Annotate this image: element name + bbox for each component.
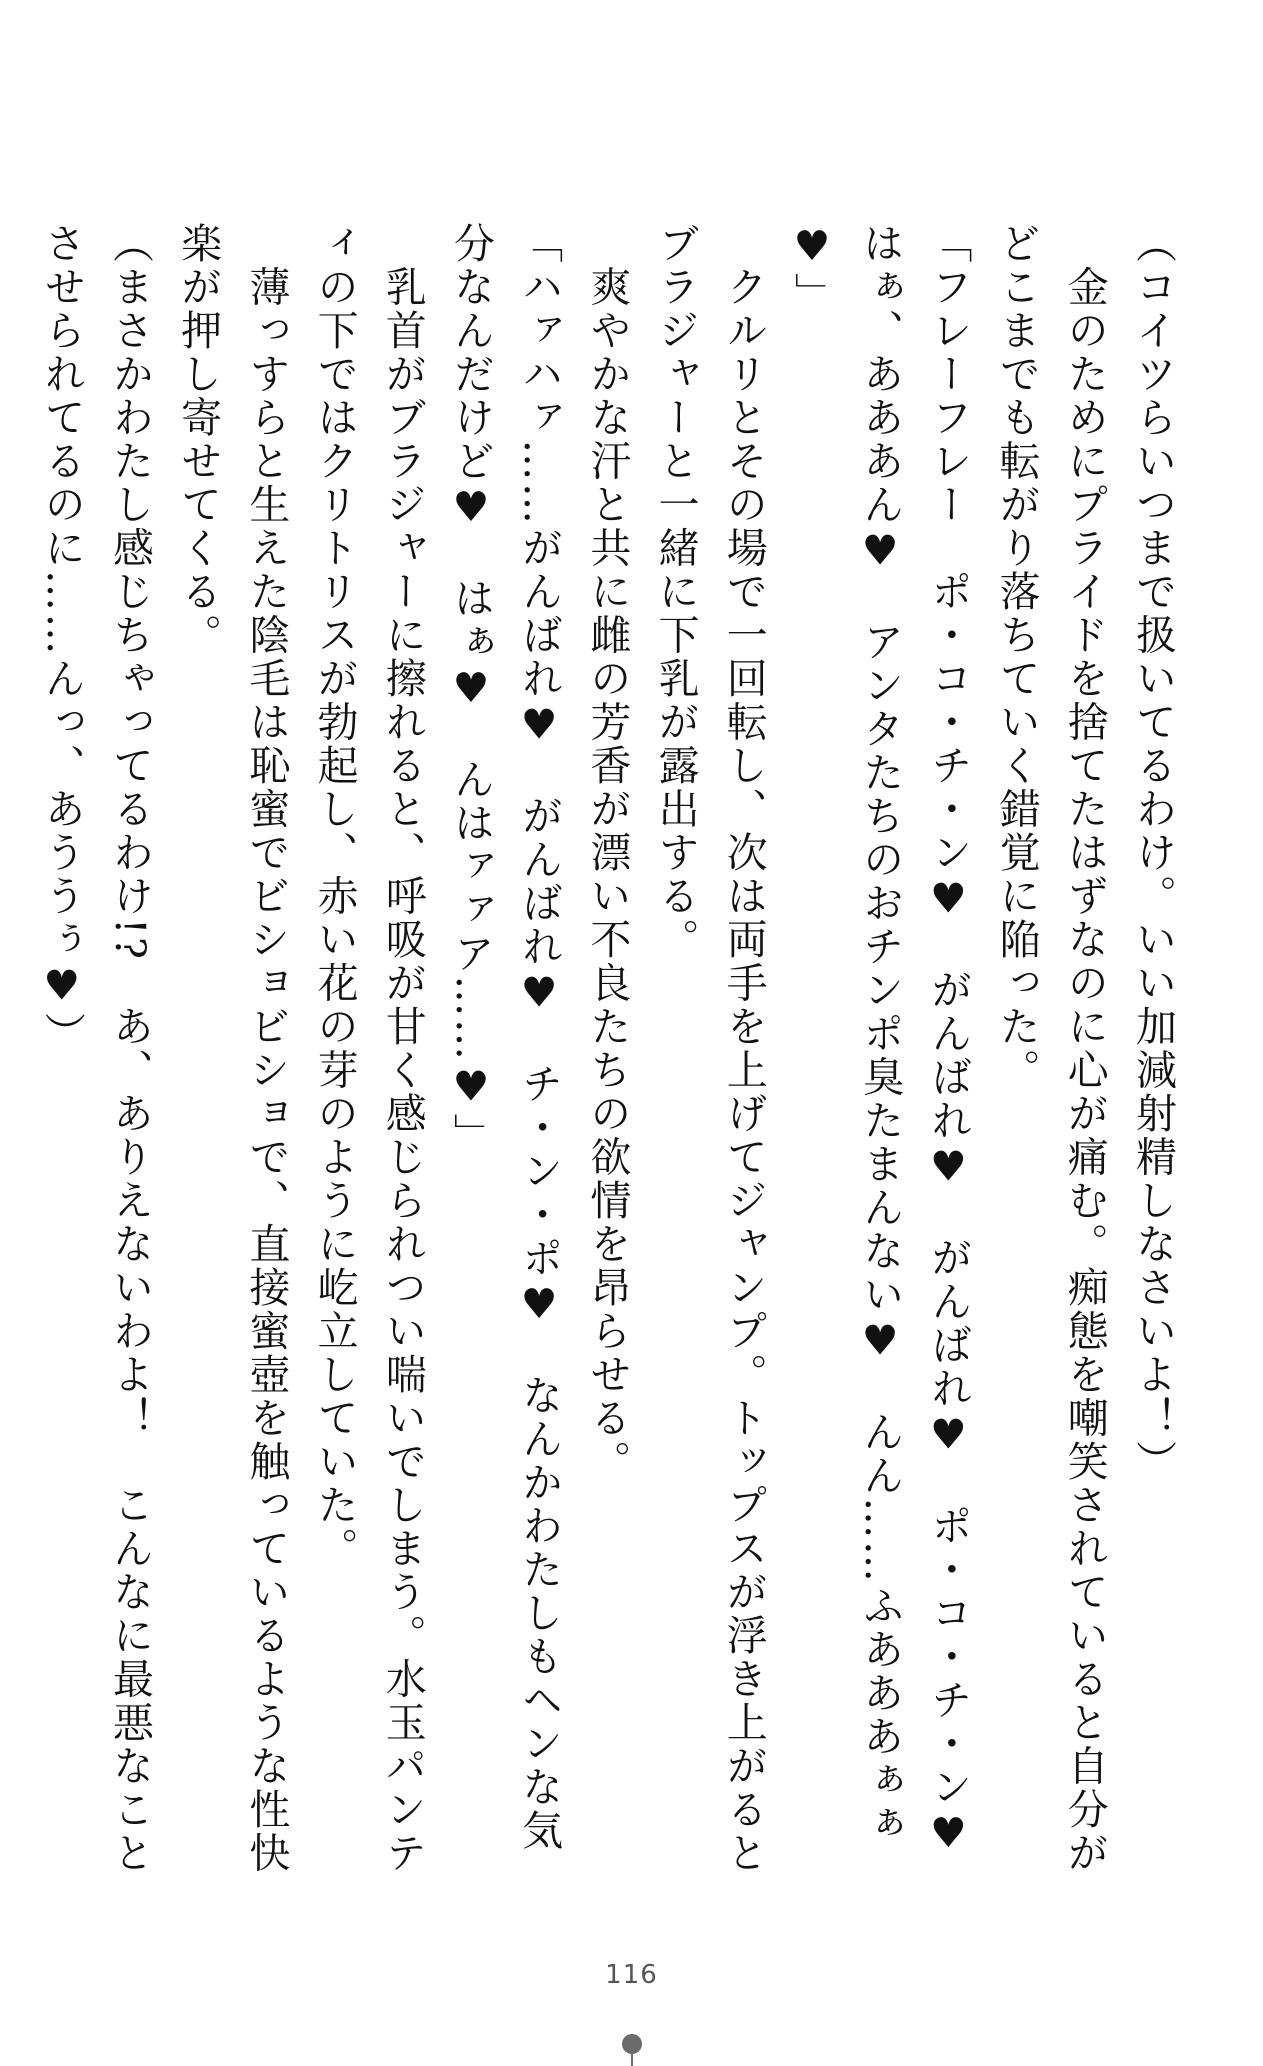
paragraph: 爽やかな汗と共に雌の芳香が漂い不良たちの欲情を昂らせる。 [583,222,632,1484]
paragraph: 「ハァハァ……がんばれ♥ がんばれ♥ チ・ン・ポ♥ なんかわたしもヘンな気分なんだけど♥ はぁ♥ んはァァア……♥」 [446,222,564,1853]
paragraph: （コイツらいつまで扱いてるわけ。いい加減射精しなさいよ！） [1129,222,1177,1484]
page-number: 116 [605,1960,658,1990]
paragraph: （まさかわたし感じちゃってるわけ!? あ、ありえないわよ！ こんなに最悪なことさせられてるのに……んっ、あううぅ♥） [37,222,154,1875]
paragraph: 「フレーフレー ポ・コ・チ・ン♥ がんばれ♥ がんばれ♥ ポ・コ・チ・ン♥ はぁ、あああん♥ アンタたちのおチンポ臭たまんない♥ んん……ふあああぁぁ♥」 [787,222,973,1903]
paragraph: クルリとその場で一回転し、次は両手を上げてジャンプ。トップスが浮き上がるとブラジャーと一緒に下乳が露出する。 [651,222,768,1875]
page-marker-stem [631,2050,633,2066]
paragraph: 乳首がブラジャーに擦れると、呼吸が甘く感じられつい喘いでしまう。水玉パンティの下ではクリトリスが勃起し、赤い花の芽のように屹立していた。 [310,222,427,1875]
paragraph: 薄っすらと生えた陰毛は恥蜜でビショビショで、直接蜜壺を触っているような性快楽が押し寄せてくる。 [174,222,291,1875]
paragraph: 金のためにプライドを捨てたはずなのに心が痛む。痴態を嘲笑されていると自分がどこまでも転がり落ちていく錯覚に陥った。 [992,222,1109,1875]
vertical-text-body [28,222,1187,1903]
